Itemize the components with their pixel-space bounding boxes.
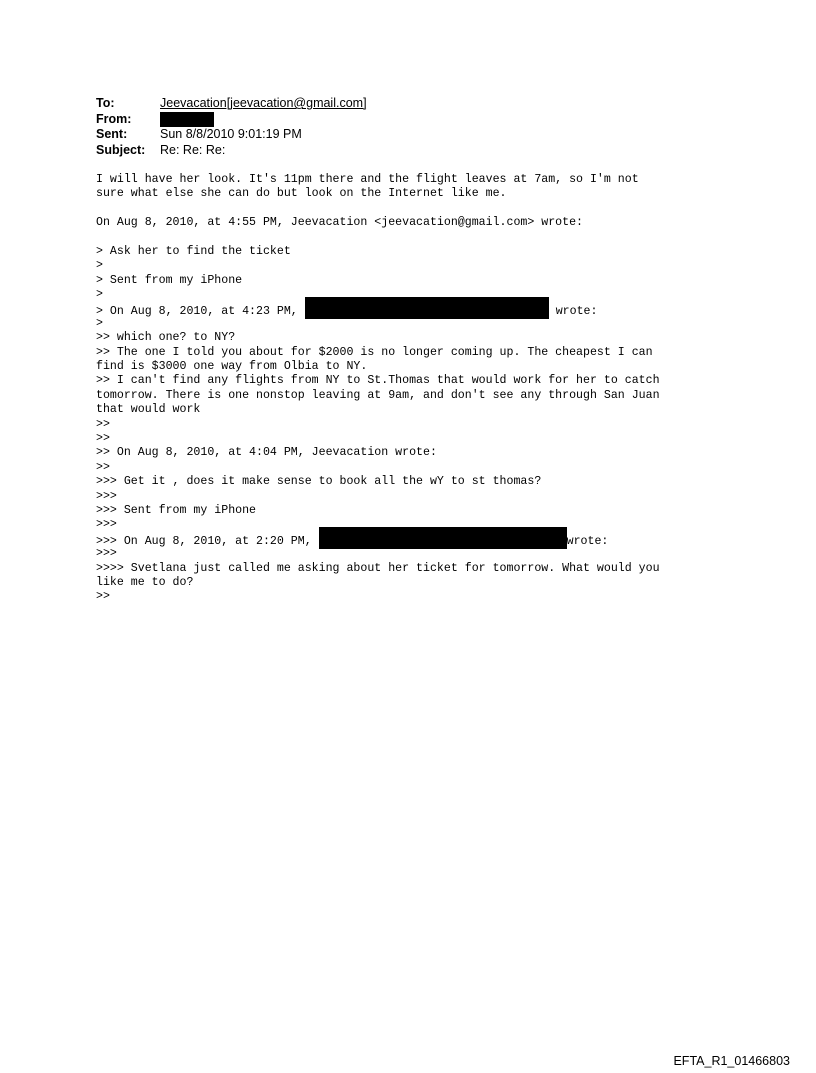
blank-line — [96, 202, 736, 216]
quoted-line: >> — [96, 432, 110, 446]
quoted-line: >> — [96, 417, 110, 431]
quoted-line: > — [96, 316, 103, 330]
quoted-line: > — [96, 259, 103, 273]
quoted-line: >>> Get it , does it make sense to book all the wY to st thomas? — [96, 475, 542, 489]
quoted-line: that would work — [96, 403, 201, 417]
quoted-line: >>> — [96, 518, 117, 532]
quoted-line: > Sent from my iPhone — [96, 273, 243, 287]
redaction-box — [319, 527, 567, 549]
quoted-line: > — [96, 288, 103, 302]
subject-label: Subject: — [96, 142, 146, 157]
to-value: Jeevacation[jeevacation@gmail.com] — [160, 96, 367, 110]
quoted-attribution-prefix: >>> On Aug 8, 2010, at 2:20 PM, — [96, 534, 319, 548]
sent-value: Sun 8/8/2010 9:01:19 PM — [160, 127, 302, 141]
body-line: I will have her look. It's 11pm there and the flight leaves at 7am, so I'm not — [96, 173, 639, 186]
sent-row — [96, 127, 367, 143]
quoted-line: >> — [96, 460, 110, 474]
quoted-line: >>> Sent from my iPhone — [96, 503, 257, 517]
quoted-attribution-suffix: wrote: — [566, 534, 609, 548]
blank-line — [96, 231, 736, 245]
quoted-line: like me to do? — [96, 575, 194, 589]
quoted-attribution-suffix: wrote: — [548, 304, 598, 318]
quoted-line: tomorrow. There is one nonstop leaving at 9am, and don't see any through San Juan — [96, 388, 660, 402]
quoted-attribution — [96, 303, 736, 317]
email-body — [96, 173, 736, 605]
from-label: From: — [96, 111, 132, 126]
to-row — [96, 96, 367, 112]
quoted-line: >> which one? to NY? — [96, 331, 236, 345]
to-label: To: — [96, 96, 115, 110]
quoted-attribution — [96, 533, 736, 547]
reply-attribution: On Aug 8, 2010, at 4:55 PM, Jeevacation <jeevacation@gmail.com> wrote: — [96, 216, 584, 230]
email-header — [96, 96, 367, 158]
subject-row — [96, 143, 367, 159]
quoted-line: >>>> Svetlana just called me asking about her ticket for tomorrow. What would you — [96, 561, 660, 575]
quoted-line: find is $3000 one way from Olbia to NY. — [96, 360, 368, 374]
sent-label: Sent: — [96, 127, 128, 141]
redaction-box — [305, 297, 549, 319]
quoted-line: >> — [96, 590, 110, 604]
quoted-line: >> The one I told you about for $2000 is no longer coming up. The cheapest I can — [96, 345, 653, 359]
quoted-attribution: >> On Aug 8, 2010, at 4:04 PM, Jeevacation wrote: — [96, 446, 437, 460]
bates-number: EFTA_R1_01466803 — [673, 1054, 790, 1068]
quoted-line: > Ask her to find the ticket — [96, 244, 291, 258]
body-line: sure what else she can do but look on the Internet like me. — [96, 187, 507, 201]
quoted-line: >>> — [96, 489, 117, 503]
quoted-attribution-prefix: > On Aug 8, 2010, at 4:23 PM, — [96, 304, 305, 318]
quoted-line: >>> — [96, 547, 117, 561]
quoted-line: >> I can't find any flights from NY to St.Thomas that would work for her to catch — [96, 374, 660, 388]
from-row — [96, 112, 367, 128]
subject-value: Re: Re: Re: — [160, 142, 226, 157]
from-value — [160, 112, 214, 128]
redaction-box — [160, 112, 214, 127]
